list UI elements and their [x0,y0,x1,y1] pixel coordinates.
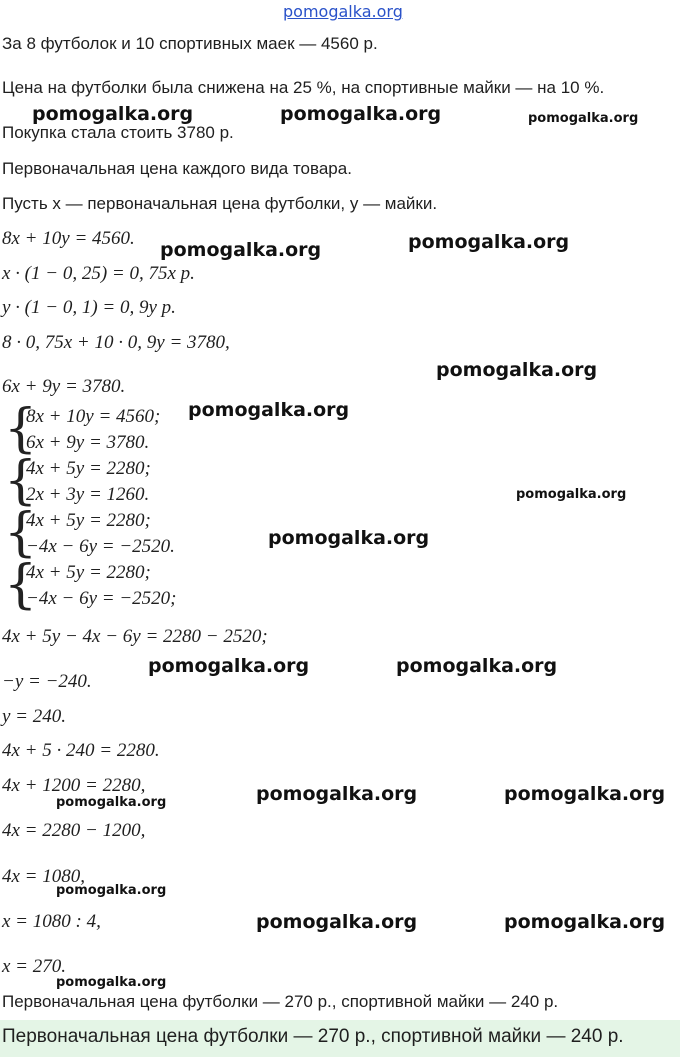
equation-4: 8 · 0, 75x + 10 · 0, 9y = 3780, [2,332,230,353]
watermark: pomogalka.org [408,231,570,253]
system-row: 6x + 9y = 3780. [26,432,150,453]
equation-1: 8x + 10y = 4560. [2,228,135,249]
system-row: 8x + 10y = 4560; [26,406,161,427]
variables-line: Пусть x — первоначальная цена футболки, y — майки. [2,194,438,213]
watermark: pomogalka.org [188,399,350,421]
system-2 [4,451,204,511]
brace-icon: { [4,503,38,563]
equation-3: y · (1 − 0, 1) = 0, 9y р. [2,297,176,318]
answer-text: Первоначальная цена футболки — 270 р., спортивной майки — 240 р. [2,1026,624,1047]
system-3 [4,503,204,563]
watermark: pomogalka.org [504,911,666,933]
watermark: pomogalka.org [516,487,627,502]
conclusion-line: Первоначальная цена футболки — 270 р., спортивной майки — 240 р. [2,992,559,1011]
equation-6: 4x + 5y − 4x − 6y = 2280 − 2520; [2,626,268,647]
system-row: 4x + 5y = 2280; [26,562,151,583]
problem-line-3: Покупка стала стоить 3780 р. [2,123,234,142]
equation-2: x · (1 − 0, 25) = 0, 75x р. [2,263,195,284]
brace-icon: { [4,555,38,615]
watermark: pomogalka.org [396,655,558,677]
site-link[interactable]: pomogalka.org [283,2,403,21]
question-line: Первоначальная цена каждого вида товара. [2,159,352,178]
equation-10: 4x + 1200 = 2280, [2,775,146,796]
watermark: pomogalka.org [256,911,418,933]
watermark: pomogalka.org [32,103,194,125]
equation-7: −y = −240. [2,671,92,692]
problem-line-2: Цена на футболки была снижена на 25 %, на спортивные майки — на 10 %. [2,78,605,97]
equation-5: 6x + 9y = 3780. [2,376,126,397]
equation-11: 4x = 2280 − 1200, [2,820,146,841]
watermark: pomogalka.org [56,975,167,990]
watermark: pomogalka.org [504,783,666,805]
system-1 [4,399,204,459]
watermark: pomogalka.org [148,655,310,677]
equation-12: 4x = 1080, [2,866,86,887]
equation-8: y = 240. [2,706,67,727]
watermark: pomogalka.org [528,111,639,126]
system-row: −4x − 6y = −2520. [26,536,175,557]
problem-line-1: За 8 футболок и 10 спортивных маек — 4560 р. [2,34,378,53]
system-row: 4x + 5y = 2280; [26,458,151,479]
brace-icon: { [4,399,38,459]
watermark: pomogalka.org [256,783,418,805]
system-row: 2x + 3y = 1260. [26,484,150,505]
watermark: pomogalka.org [280,103,442,125]
watermark: pomogalka.org [436,359,598,381]
system-row: −4x − 6y = −2520; [26,588,177,609]
watermark: pomogalka.org [268,527,430,549]
system-row: 4x + 5y = 2280; [26,510,151,531]
watermark: pomogalka.org [56,795,167,810]
watermark: pomogalka.org [160,239,322,261]
equation-13: x = 1080 : 4, [2,911,101,932]
equation-14: x = 270. [2,956,67,977]
equation-9: 4x + 5 · 240 = 2280. [2,740,160,761]
brace-icon: { [4,451,38,511]
system-4 [4,555,204,615]
watermark: pomogalka.org [56,883,167,898]
